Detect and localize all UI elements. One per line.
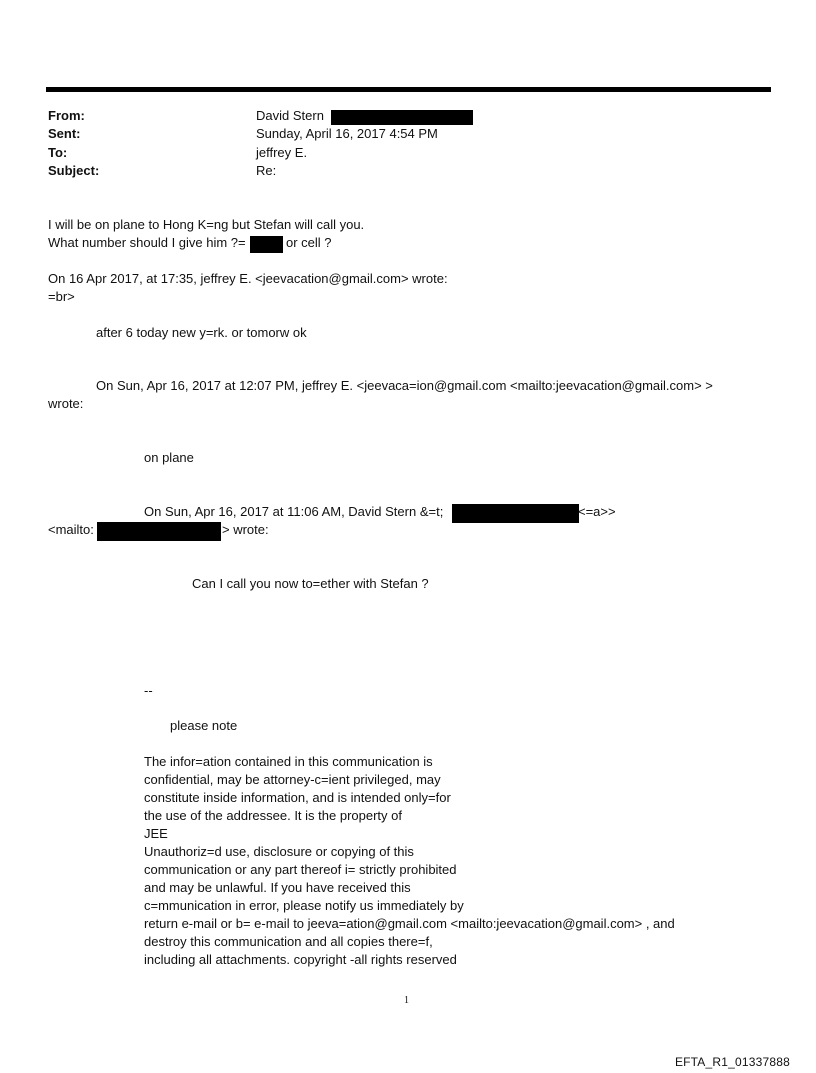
- document-id: EFTA_R1_01337888: [674, 1055, 790, 1069]
- to-value: jeffrey E.: [256, 145, 308, 160]
- sent-value: Sunday, April 16, 2017 4:54 PM: [256, 126, 438, 141]
- disclaimer-line: constitute inside information, and is intended only=for: [144, 790, 451, 805]
- redaction-box: [331, 110, 473, 125]
- disclaimer-line: JEE: [144, 826, 168, 841]
- quote-1-line-1: On 16 Apr 2017, at 17:35, jeffrey E. <jeevacation@gmail.com> wrote:: [48, 271, 448, 286]
- disclaimer-line: c=mmunication in error, please notify us immediately by: [144, 898, 464, 913]
- signature-note: please note: [170, 718, 238, 733]
- quote-1-line-2: =br>: [48, 289, 75, 304]
- to-label: To:: [48, 145, 68, 160]
- disclaimer-line: the use of the addressee. It is the property of: [144, 808, 402, 823]
- quote-3-line-2a: <mailto:: [48, 522, 94, 537]
- header-rule: [46, 87, 771, 92]
- disclaimer-line: destroy this communication and all copies there=f,: [144, 934, 433, 949]
- disclaimer-line: communication or any part thereof i= strictly prohibited: [144, 862, 457, 877]
- redaction-box: [250, 236, 283, 253]
- signature-dash: --: [144, 683, 153, 698]
- body-line-2b: or cell ?: [286, 235, 332, 250]
- subject-label: Subject:: [48, 163, 100, 178]
- from-label: From:: [48, 108, 85, 123]
- disclaimer-line: return e-mail or b= e-mail to jeeva=ation@gmail.com <mailto:jeevacation@gmail.com> , and: [144, 916, 675, 931]
- redaction-box: [452, 504, 579, 523]
- disclaimer-line: The infor=ation contained in this communication is: [144, 754, 433, 769]
- disclaimer-line: confidential, may be attorney-c=ient privileged, may: [144, 772, 441, 787]
- disclaimer-line: and may be unlawful. If you have received this: [144, 880, 411, 895]
- quote-2-line-1: On Sun, Apr 16, 2017 at 12:07 PM, jeffrey E. <jeevaca=ion@gmail.com <mailto:jeevacation@gmail.com> >: [96, 378, 713, 393]
- reply-3: Can I call you now to=ether with Stefan ?: [192, 576, 429, 591]
- disclaimer-line: including all attachments. copyright -all rights reserved: [144, 952, 457, 967]
- body-line-2a: What number should I give him ?=: [48, 235, 246, 250]
- disclaimer-line: Unauthoriz=d use, disclosure or copying of this: [144, 844, 414, 859]
- sent-label: Sent:: [48, 126, 81, 141]
- page-number: 1: [404, 995, 409, 1006]
- reply-1: after 6 today new y=rk. or tomorw ok: [96, 325, 307, 340]
- quote-3-line-1a: On Sun, Apr 16, 2017 at 11:06 AM, David Stern &=t;: [144, 504, 444, 519]
- redaction-box: [97, 522, 221, 541]
- from-value: David Stern: [256, 108, 324, 123]
- body-line-1: I will be on plane to Hong K=ng but Stefan will call you.: [48, 217, 365, 232]
- subject-value: Re:: [256, 163, 277, 178]
- quote-3-line-2b: > wrote:: [222, 522, 269, 537]
- quote-3-line-1b: <=a>>: [578, 504, 616, 519]
- quote-2-line-2: wrote:: [48, 396, 84, 411]
- reply-2: on plane: [144, 450, 194, 465]
